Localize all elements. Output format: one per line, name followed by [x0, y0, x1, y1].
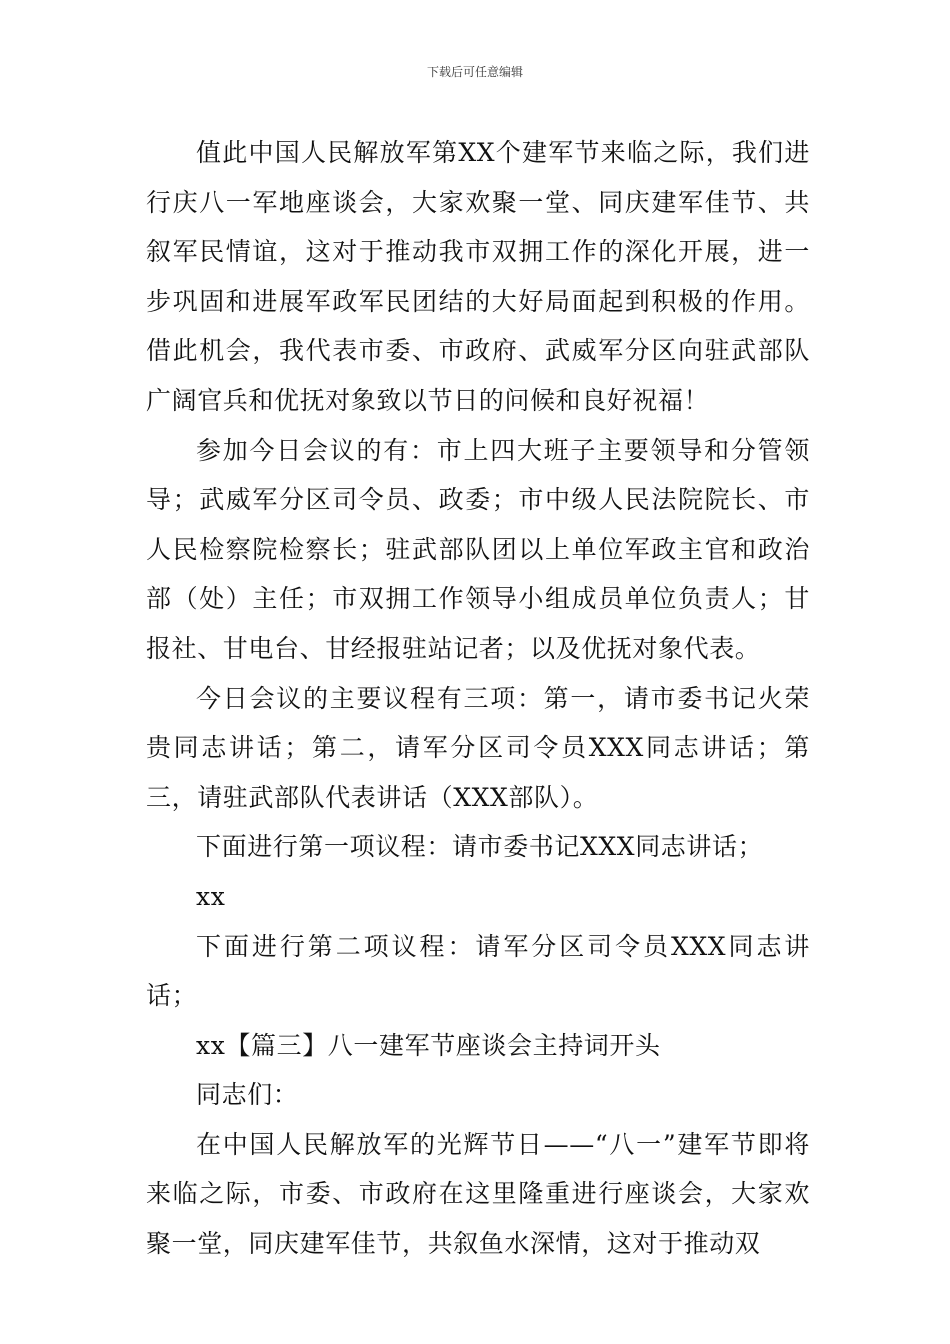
paragraph-agenda: 今日会议的主要议程有三项：第一，请市委书记火荣贵同志讲话；第二，请军分区司令员XXX同志讲话；第三，请驻武部队代表讲话（XXX部队）。: [146, 683, 810, 812]
paragraph-closing-excerpt: 在中国人民解放军的光辉节日——“八一”建军节即将来临之际，市委、市政府在这里隆重进行座谈会，大家欢聚一堂，同庆建军佳节，共叙鱼水深情，这对于推动双: [146, 1129, 810, 1259]
paragraph-placeholder-1: xx: [196, 881, 226, 911]
paragraph-attendees: 参加今日会议的有：市上四大班子主要领导和分管领导；武威军分区司令员、政委；市中级人民法院院长、市人民检察院检察长；驻武部队团以上单位军政主官和政治部（处）主任；市双拥工作领导小组成员单位负责人；甘报社、甘电台、甘经报驻站记者；以及优抚对象代表。: [146, 435, 810, 663]
paragraph-agenda-item-2: 下面进行第二项议程：请军分区司令员XXX同志讲话；: [146, 931, 810, 1011]
paragraph-salutation: 同志们：: [196, 1080, 299, 1110]
document-body: [146, 128, 810, 1269]
page-header-note: 下载后可任意编辑: [426, 65, 523, 79]
paragraph-section-title: xx【篇三】八一建军节座谈会主持词开头: [196, 1030, 661, 1060]
paragraph-agenda-item-1: 下面进行第一项议程：请市委书记XXX同志讲话；: [196, 832, 764, 862]
paragraph-opening: 值此中国人民解放军第XX个建军节来临之际，我们进行庆八一军地座谈会，大家欢聚一堂、同庆建军佳节、共叙军民情谊，这对于推动我市双拥工作的深化开展，进一步巩固和进展军政军民团结的大好局面起到积极的作用。借此机会，我代表市委、市政府、武威军分区向驻武部队广阔官兵和优抚对象致以节日的问候和良好祝福！: [146, 138, 810, 415]
